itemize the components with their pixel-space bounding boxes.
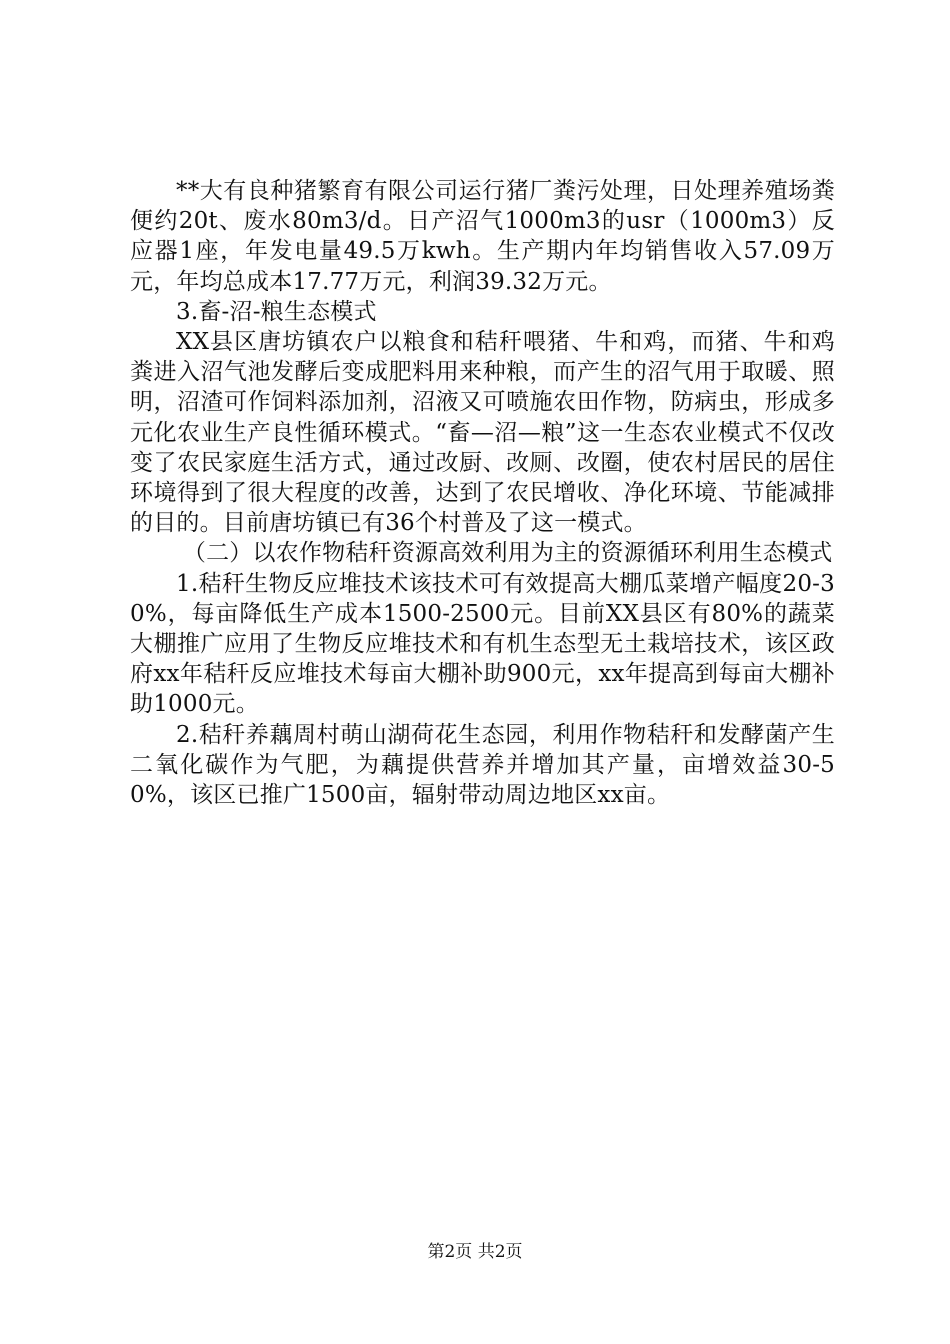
section-heading-livestock-biogas-grain: 3.畜-沼-粮生态模式 — [176, 298, 377, 325]
paragraph-tangfang-model: XX县区唐坊镇农户以粮食和秸秆喂猪、牛和鸡，而猪、牛和鸡粪进入沼气池发酵后变成肥料用来种粮，而产生的沼气用于取暖、照明，沼渣可作饲料添加剂，沼液又可喷施农田作物，防病虫，形成多元化农业生产良性循环模式。“畜—沼—粮”这一生态农业模式不仅改变了农民家庭生活方式，通过改厨、改厕、改圈，使农村居民的居住环境得到了很大程度的改善，达到了农民增收、净化环境、节能减排的目的。目前唐坊镇已有36个村普及了这一模式。 — [130, 329, 835, 537]
paragraph-lotus-farming: 2.秸秆养藕周村萌山湖荷花生态园，利用作物秸秆和发酵菌产生二氧化碳作为气肥，为藕提供营养并增加其产量，亩增效益30-50%，该区已推广1500亩，辐射带动周边地区xx亩。 — [130, 721, 835, 809]
page-number-footer: 第2页 共2页 — [427, 1242, 523, 1262]
document-body — [130, 176, 835, 810]
section-heading-straw-resource: （二）以农作物秸秆资源高效利用为主的资源循环利用生态模式 — [182, 540, 833, 567]
paragraph-pig-farm: **大有良种猪繁育有限公司运行猪厂粪污处理，日处理养殖场粪便约20t、废水80m3/d。日产沼气1000m3的usr（1000m3）反应器1座，年发电量49.5万kwh。生产期内年均销售收入57.09万元，年均总成本17.77万元，利润39.32万元。 — [130, 178, 835, 295]
paragraph-bioreactor: 1.秸秆生物反应堆技术该技术可有效提高大棚瓜菜增产幅度20-30%，每亩降低生产成本1500-2500元。目前XX县区有80%的蔬菜大棚推广应用了生物反应堆技术和有机生态型无土栽培技术，该区政府xx年秸秆反应堆技术每亩大棚补助900元，xx年提高到每亩大棚补助1000元。 — [130, 570, 835, 718]
